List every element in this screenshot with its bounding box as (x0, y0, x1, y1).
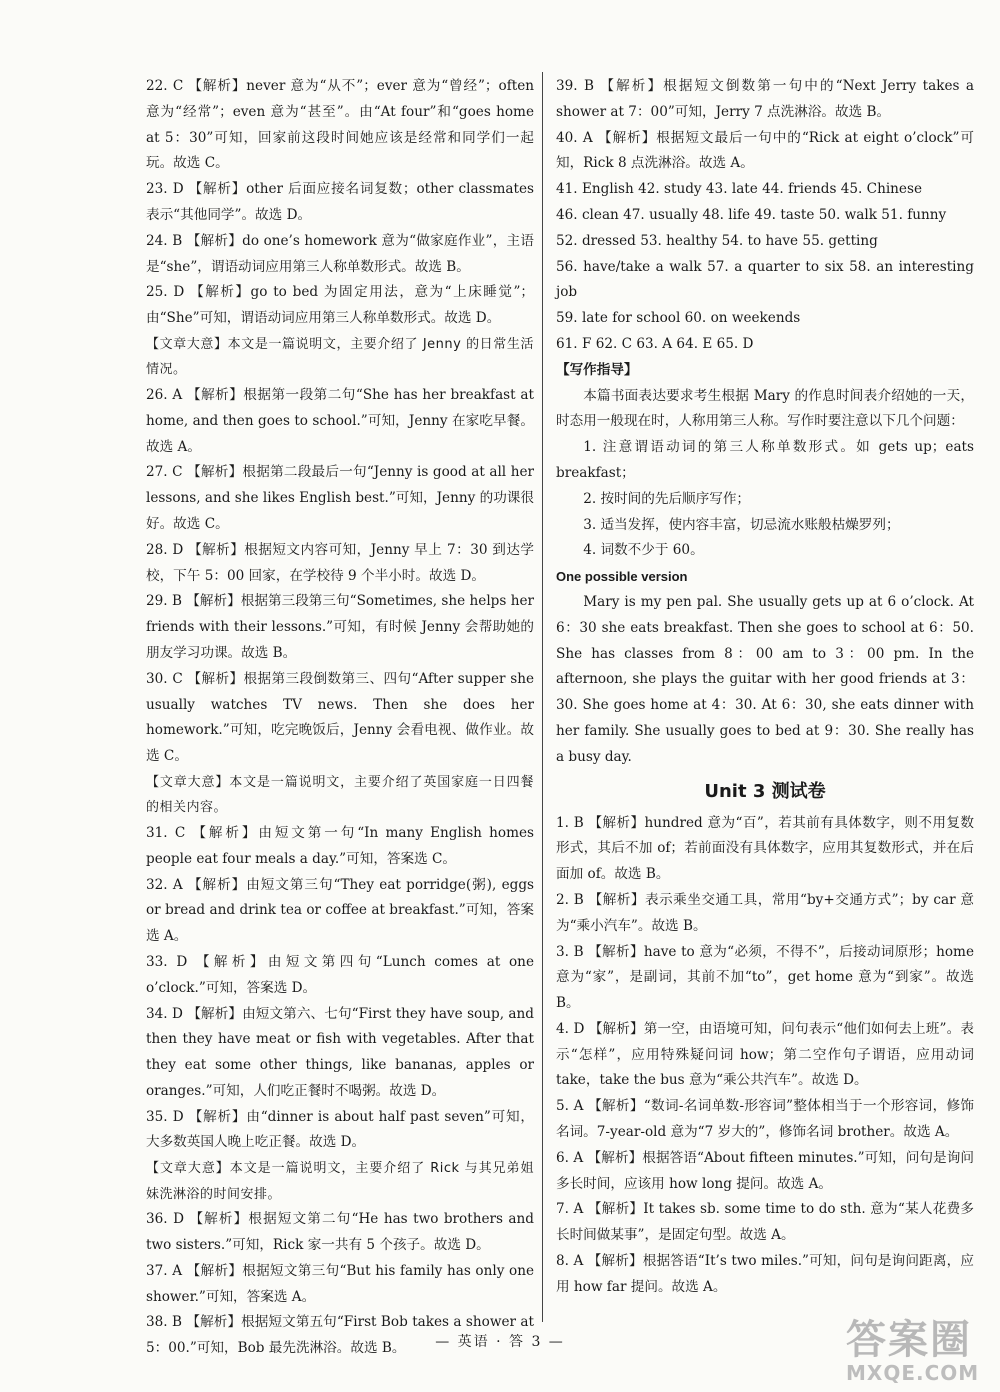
answer-item: 32. A 【解析】由短文第三句“They eat porridge(粥), eggs or bread and drink tea or coffee at breakfast.”可知，答案选 A。 (146, 876, 534, 945)
paragraph: Mary is my pen pal. She usually gets up at 6 o’clock. At 6：30 she eats breakfast. Then she goes to school at 6：50. She has classes from 8：00 am to 3：00 pm. In the afternoon, she plays the guitar with her good friends at 3：30. She goes home at 4：30. At 6：30, she eats dinner with her family. She usually goes to bed at 9：30. She really has a busy day. (556, 593, 974, 765)
answer-item: 8. A 【解析】根据答语“It’s two miles.”可知，问句是询问距离，应用 how far 提问。故选 A。 (556, 1253, 974, 1295)
answer-item: 61. F 62. C 63. A 64. E 65. D (556, 335, 754, 352)
paragraph: 4. 词数不少于 60。 (583, 542, 704, 559)
answer-item: 56. have/take a walk 57. a quarter to six 58. an interesting job (556, 258, 974, 301)
answer-item: 52. dressed 53. healthy 54. to have 55. getting (556, 232, 878, 249)
paragraph: 2. 按时间的先后顺序写作； (583, 490, 751, 507)
answer-item: 28. D 【解析】根据短文内容可知，Jenny 早上 7：30 到达学校，下午 5：00 回家，在学校待 9 个半小时。故选 D。 (146, 541, 534, 584)
answer-item: 40. A 【解析】根据短文最后一句中的“Rick at eight o’clock”可知，Rick 8 点洗淋浴。故选 A。 (556, 129, 974, 172)
answer-item: 33. D 【解析】由短文第四句“Lunch comes at one o’clock.”可知，答案选 D。 (146, 953, 534, 996)
answer-item: 24. B 【解析】do one’s homework 意为“做家庭作业”，主语是“she”，谓语动词应用第三人称单数形式。故选 B。 (146, 232, 534, 275)
subheading: One possible version (556, 569, 688, 585)
watermark-site: MXQE.COM (846, 1361, 980, 1385)
paragraph: 1. 注意谓语动词的第三人称单数形式。如 gets up；eats breakfast； (556, 439, 974, 481)
answer-item: 1. B 【解析】hundred 意为“百”，若其前有具体数字，则不用复数形式，其后不加 of；若前面没有具体数字，应用其复数形式，并在后面加 of。故选 B。 (556, 814, 974, 883)
answer-item: 4. D 【解析】第一空，由语境可知，问句表示“他们如何去上班”。表示“怎样”，应用特殊疑问词 how；第二空作句子谓语，应用动词 take，take the bus 意为“乘公共汽车”。故选 D。 (556, 1020, 974, 1089)
right-column (556, 74, 974, 1301)
paragraph: 本篇书面表达要求考生根据 Mary 的作息时间表介绍她的一天，时态用一般现在时，人称用第三人称。写作时要注意以下几个问题： (556, 387, 974, 430)
answer-item: 41. English 42. study 43. late 44. friends 45. Chinese (556, 181, 923, 198)
answer-item: 31. C 【解析】由短文第一句“In many English homes people eat four meals a day.”可知，答案选 C。 (146, 824, 534, 867)
answer-item: 6. A 【解析】根据答语“About fifteen minutes.”可知，问句是询问多长时间，应该用 how long 提问。故选 A。 (556, 1149, 974, 1192)
watermark-logo (846, 1318, 978, 1388)
answer-item: 2. B 【解析】表示乘坐交通工具，常用“by+交通方式”；by car 意为“乘小汽车”。故选 B。 (556, 891, 974, 934)
answer-item: 23. D 【解析】other 后面应接名词复数；other classmates 表示“其他同学”。故选 D。 (146, 181, 534, 223)
answer-item: 59. late for school 60. on weekends (556, 310, 801, 327)
answer-item: 35. D 【解析】由“dinner is about half past seven”可知，大多数英国人晚上吃正餐。故选 D。 (146, 1108, 534, 1151)
article-summary: 【文章大意】本文是一篇说明文，主要介绍了 Rick 与其兄弟姐妹洗淋浴的时间安排。 (146, 1161, 534, 1202)
paragraph: 3. 适当发挥，使内容丰富，切忌流水账般枯燥罗列； (583, 516, 900, 533)
answer-item: 27. C 【解析】根据第二段最后一句“Jenny is good at all her lessons, and she likes English best.”可知，Jenny 的功课很好。故选 C。 (146, 464, 534, 532)
answer-item: 22. C 【解析】never 意为“从不”；ever 意为“曾经”；often 意为“经常”；even 意为“甚至”。由“At four”和“goes home at 5：30”可知，回家前这段时间她应该是经常和同学们一起玩。故选 C。 (146, 78, 534, 172)
answer-item: 39. B 【解析】根据短文倒数第一句中的“Next Jerry takes a shower at 7：00”可知，Jerry 7 点洗淋浴。故选 B。 (556, 78, 974, 120)
article-summary: 【文章大意】本文是一篇说明文，主要介绍了 Jenny 的日常生活情况。 (146, 336, 534, 378)
answer-item: 26. A 【解析】根据第一段第二句“She has her breakfast at home, and then goes to school.”可知，Jenny 在家吃早餐。故选 A。 (146, 386, 534, 455)
answer-item: 5. A 【解析】“数词-名词单数-形容词”整体相当于一个形容词，修饰名词。7-year-old 意为“7 岁大的”，修饰名词 brother。故选 A。 (556, 1098, 974, 1141)
answer-item: 46. clean 47. usually 48. life 49. taste 50. walk 51. funny (556, 206, 947, 223)
answer-item: 37. A 【解析】根据短文第三句“But his family has only one shower.”可知，答案选 A。 (146, 1262, 534, 1305)
watermark-mark: 答案圈 (846, 1317, 972, 1363)
answer-item: 7. A 【解析】It takes sb. some time to do sth. 意为“某人花费多长时间做某事”，是固定句型。故选 A。 (556, 1201, 974, 1244)
answer-item: 30. C 【解析】根据第三段倒数第三、四句“After supper she usually watches TV news. Then she does her homework.”可知，吃完晚饭后，Jenny 会看电视、做作业。故选 C。 (146, 670, 534, 765)
left-column (146, 74, 534, 1362)
column-divider (542, 72, 543, 1322)
answer-item: 3. B 【解析】have to 意为“必须，不得不”，后接动词原形；home 意为“家”，是副词，其前不加“to”，get home 意为“到家”。故选 B。 (556, 943, 974, 1012)
answer-item: 29. B 【解析】根据第三段第三句“Sometimes, she helps her friends with their lessons.”可知，有时候 Jenny 会帮助她的朋友学习功课。故选 B。 (146, 593, 534, 661)
answer-item: 36. D 【解析】根据短文第二句“He has two brothers and two sisters.”可知，Rick 家一共有 5 个孩子。故选 D。 (146, 1211, 534, 1254)
article-summary: 【文章大意】本文是一篇说明文，主要介绍了英国家庭一日四餐的相关内容。 (146, 774, 534, 816)
page-footer: — 英语 · 答 3 — (435, 1334, 565, 1350)
answer-item: 34. D 【解析】由短文第六、七句“First they have soup, and then they have meat or fish with vegetables. After that they eat some other things, like bananas, apples or oranges.”可知，人们吃正餐时不喝粥。故选 D。 (146, 1005, 534, 1099)
answer-item: 38. B 【解析】根据短文第五句“First Bob takes a shower at 5：00.”可知，Bob 最先洗淋浴。故选 B。 (146, 1314, 534, 1357)
answer-item: 25. D 【解析】go to bed 为固定用法，意为“上床睡觉”；由“She”可知，谓语动词应用第三人称单数形式。故选 D。 (146, 284, 534, 327)
unit-title: Unit 3 测试卷 (704, 780, 826, 802)
section-heading: 【写作指导】 (556, 361, 638, 378)
